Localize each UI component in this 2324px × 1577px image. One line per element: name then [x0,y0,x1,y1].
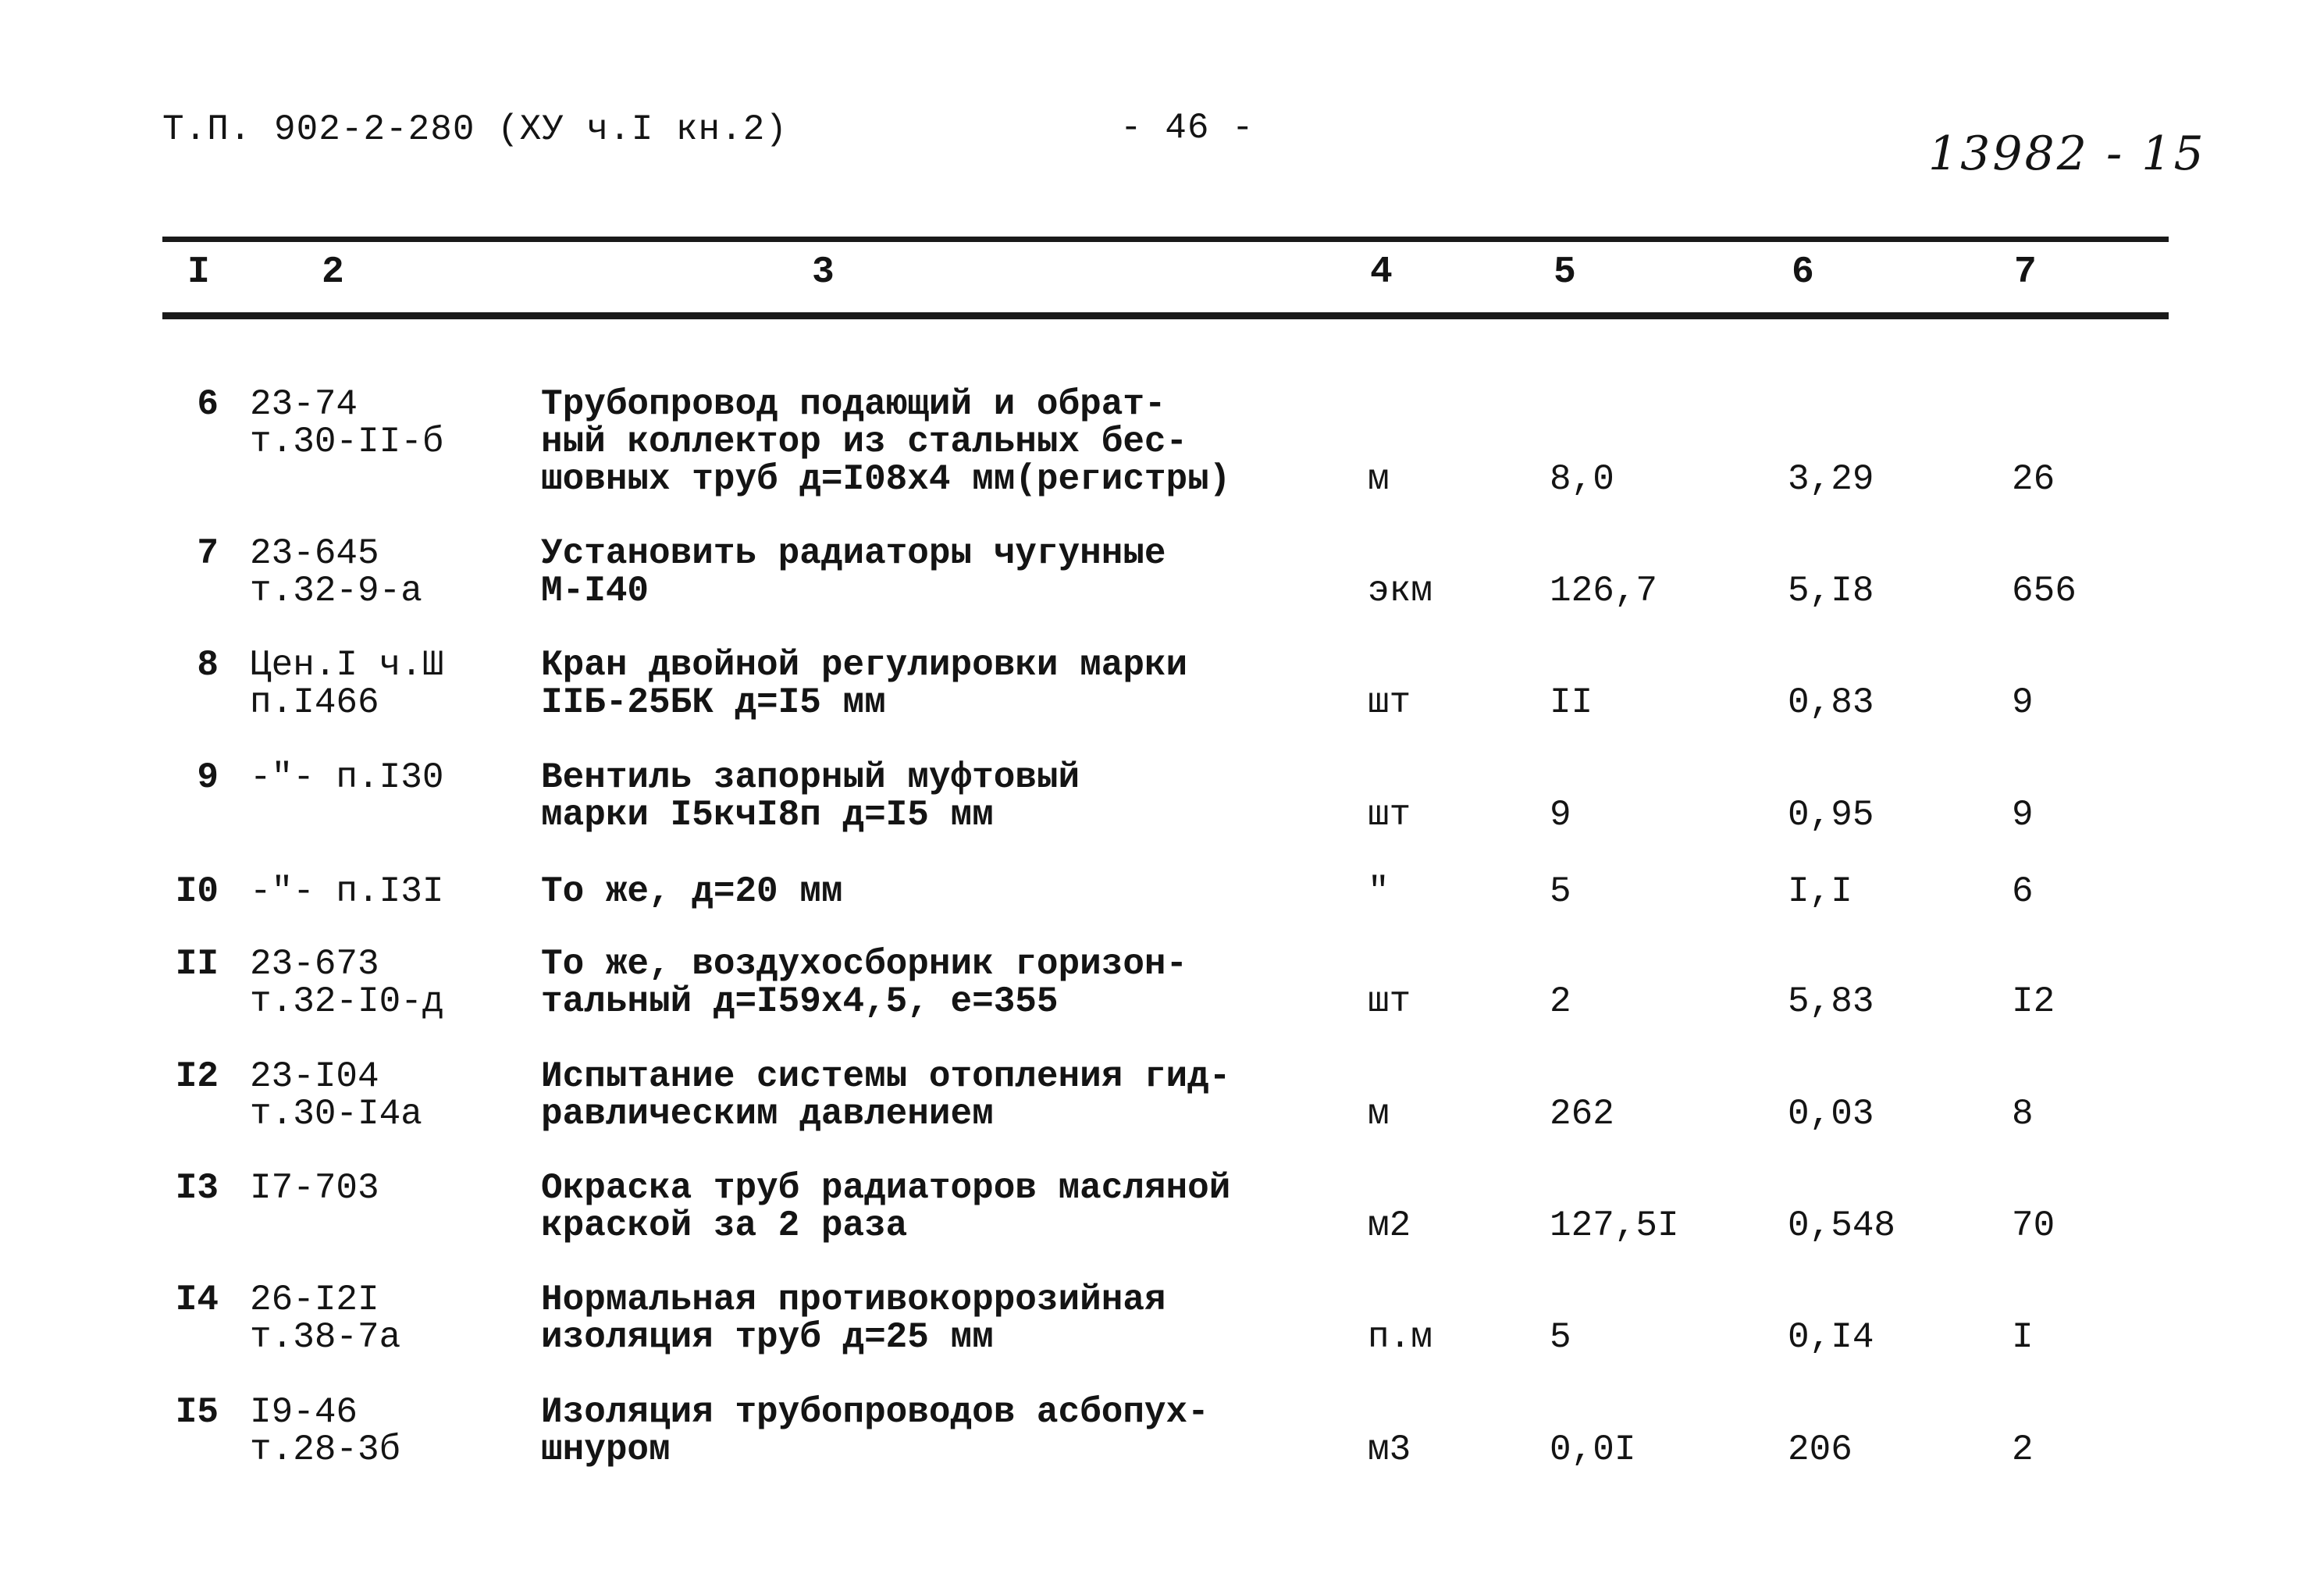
norm-code: 23-645 т.32-9-а [250,533,422,611]
total-cost: 2 [2012,1429,2034,1470]
unit: шт [1368,981,1411,1022]
norm-code: 23-I04 т.30-I4а [250,1056,422,1134]
unit: м [1368,459,1390,500]
quantity: 8,0 [1550,459,1614,500]
unit: " [1368,871,1390,912]
quantity: 9 [1550,795,1571,835]
row-number: II [175,944,219,984]
unit-price: I,I [1788,871,1852,912]
total-cost: 26 [2012,459,2055,500]
unit-price: 3,29 [1788,459,1874,500]
work-description: Окраска труб радиаторов масляной краской за 2 раза [541,1168,1231,1246]
norm-code: Цен.I ч.Ш п.I466 [250,645,444,723]
unit-price: 5,I8 [1788,571,1874,611]
total-cost: I2 [2012,981,2055,1022]
row-number: I4 [175,1280,219,1320]
norm-code: 23-74 т.30-II-б [250,384,444,462]
quantity: 5 [1550,1317,1571,1358]
column-header: 2 [322,251,344,294]
work-description: То же, д=20 мм [541,871,843,912]
unit-price: 5,83 [1788,981,1874,1022]
unit-price: 0,548 [1788,1205,1896,1246]
norm-code: I9-46 т.28-3б [250,1392,401,1470]
row-number: 7 [197,533,219,574]
quantity: 262 [1550,1094,1614,1134]
work-description: Испытание системы отопления гид- равлическим давлением [541,1056,1231,1134]
quantity: 0,0I [1550,1429,1636,1470]
work-description: Вентиль запорный муфтовый марки I5кчI8п д=I5 мм [541,757,1080,835]
row-number: 8 [197,645,219,685]
unit: м3 [1368,1429,1411,1470]
work-description: Установить радиаторы чугунные М-I40 [541,533,1166,611]
table-top-rule [162,237,2169,242]
total-cost: 656 [2012,571,2077,611]
norm-code: -"- п.I3I [250,871,444,912]
work-description: Нормальная противокоррозийная изоляция труб д=25 мм [541,1280,1166,1358]
document-code: Т.П. 902-2-280 (ХУ ч.I кн.2) [162,109,788,150]
work-description: То же, воздухосборник горизон- тальный д=I59х4,5, е=355 [541,944,1188,1022]
column-header: 7 [2014,251,2037,294]
table-header-rule [162,312,2169,319]
unit: м [1368,1094,1390,1134]
total-cost: 9 [2012,795,2034,835]
total-cost: 6 [2012,871,2034,912]
quantity: 5 [1550,871,1571,912]
unit: п.м [1368,1317,1432,1358]
total-cost: 9 [2012,682,2034,723]
quantity: 2 [1550,981,1571,1022]
unit: шт [1368,682,1411,723]
norm-code: 23-673 т.32-I0-д [250,944,444,1022]
sheet-number: 13982 - 15 [1928,126,2206,181]
page-number: - 46 - [1120,108,1255,148]
norm-code: I7-703 [250,1168,379,1209]
row-number: I5 [175,1392,219,1433]
work-description: Изоляция трубопроводов асбопух- шнуром [541,1392,1209,1470]
unit-price: 0,03 [1788,1094,1874,1134]
row-number: I3 [175,1168,219,1209]
column-header: 5 [1553,251,1576,294]
quantity: II [1550,682,1593,723]
unit: экм [1368,571,1432,611]
row-number: I0 [175,871,219,912]
norm-code: -"- п.I30 [250,757,444,798]
unit: м2 [1368,1205,1411,1246]
row-number: 9 [197,757,219,798]
unit: шт [1368,795,1411,835]
norm-code: 26-I2I т.38-7а [250,1280,401,1358]
row-number: I2 [175,1056,219,1097]
unit-price: 0,83 [1788,682,1874,723]
total-cost: 8 [2012,1094,2034,1134]
column-header: 6 [1792,251,1814,294]
column-header: 4 [1370,251,1393,294]
total-cost: 70 [2012,1205,2055,1246]
work-description: Кран двойной регулировки марки IIБ-25БК д=I5 мм [541,645,1188,723]
unit-price: 0,I4 [1788,1317,1874,1358]
work-description: Трубопровод подающий и обрат- ный коллектор из стальных бес- шовных труб д=I08х4 мм(регистры) [541,384,1231,500]
quantity: 126,7 [1550,571,1658,611]
unit-price: 0,95 [1788,795,1874,835]
row-number: 6 [197,384,219,425]
column-header: I [187,251,210,294]
column-header: 3 [812,251,835,294]
total-cost: I [2012,1317,2034,1358]
unit-price: 206 [1788,1429,1852,1470]
quantity: 127,5I [1550,1205,1679,1246]
